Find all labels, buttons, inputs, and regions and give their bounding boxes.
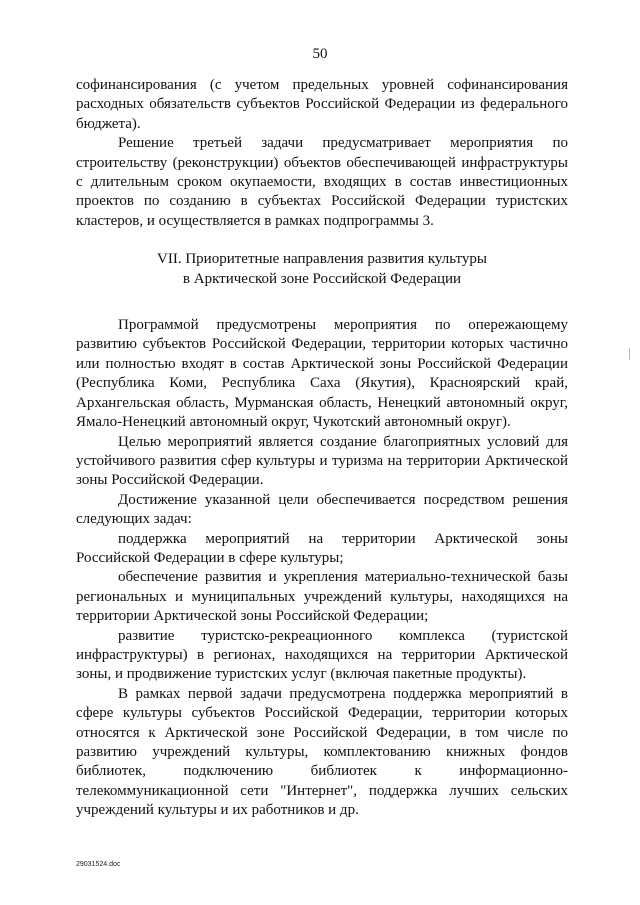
document-body: [76, 76, 568, 821]
footer-filename: 29031524.doc: [76, 861, 121, 868]
section-heading: [76, 250, 568, 289]
list-item: обеспечение развития и укрепления материально-технической базы региональных и муниципальных учреждений культуры, находящихся на территории Арктической зоны Российской Федерации;: [76, 569, 568, 625]
paragraph: Программой предусмотрены мероприятия по опережающему развитию субъектов Российской Федерации, территории которых частично или полностью входят в состав Арктической зоны Российской Федерации (Республика Коми, Республика Саха (Якутия), Красноярский край, Архангельская область, Мурманская область, Ненецкий автономный округ, Ямало-Ненецкий автономный округ, Чукотский автономный округ).: [76, 317, 568, 431]
paragraph: В рамках первой задачи предусмотрена поддержка мероприятий в сфере культуры субъектов Российской Федерации, территории которых относятся к Арктической зоне Российской Федерации, в том числе по развитию учреждений культуры, комплектованию книжных фондов библиотек, подключению библиотек к информационно-телекоммуникационной сети "Интернет", поддержка лучших сельских учреждений культуры и их работников и др.: [76, 685, 568, 819]
section-heading-line2: в Арктической зоне Российской Федерации: [182, 270, 462, 287]
intro-paragraph: софинансирования (с учетом предельных уровней софинансирования расходных обязательств субъектов Российской Федерации из федерального бюджета).: [76, 77, 568, 132]
paragraph: Целью мероприятий является создание благоприятных условий для устойчивого развития сфер культуры и туризма на территории Арктической зоны Российской Федерации.: [76, 433, 568, 489]
list-item: развитие туристско-рекреационного комплекса (туристской инфраструктуры) в регионах, находящихся на территории Арктической зоны, и продвижение туристских услуг (включая пакетные продукты).: [76, 627, 568, 683]
section-heading-line1: VII. Приоритетные направления развития культуры: [157, 251, 487, 268]
page-number: 50: [312, 46, 328, 62]
list-item: поддержка мероприятий на территории Арктической зоны Российской Федерации в сфере культуры;: [76, 530, 568, 566]
scan-edge-mark: [629, 348, 630, 360]
paragraph-task3: Решение третьей задачи предусматривает мероприятия по строительству (реконструкции) объектов обеспечивающей инфраструктуры с длительным сроком окупаемости, входящих в состав инвестиционных проектов по созданию в субъектах Российской Федерации туристских кластеров, и осуществляется в рамках подпрограммы 3.: [76, 135, 568, 229]
paragraph: Достижение указанной цели обеспечивается посредством решения следующих задач:: [76, 491, 568, 528]
